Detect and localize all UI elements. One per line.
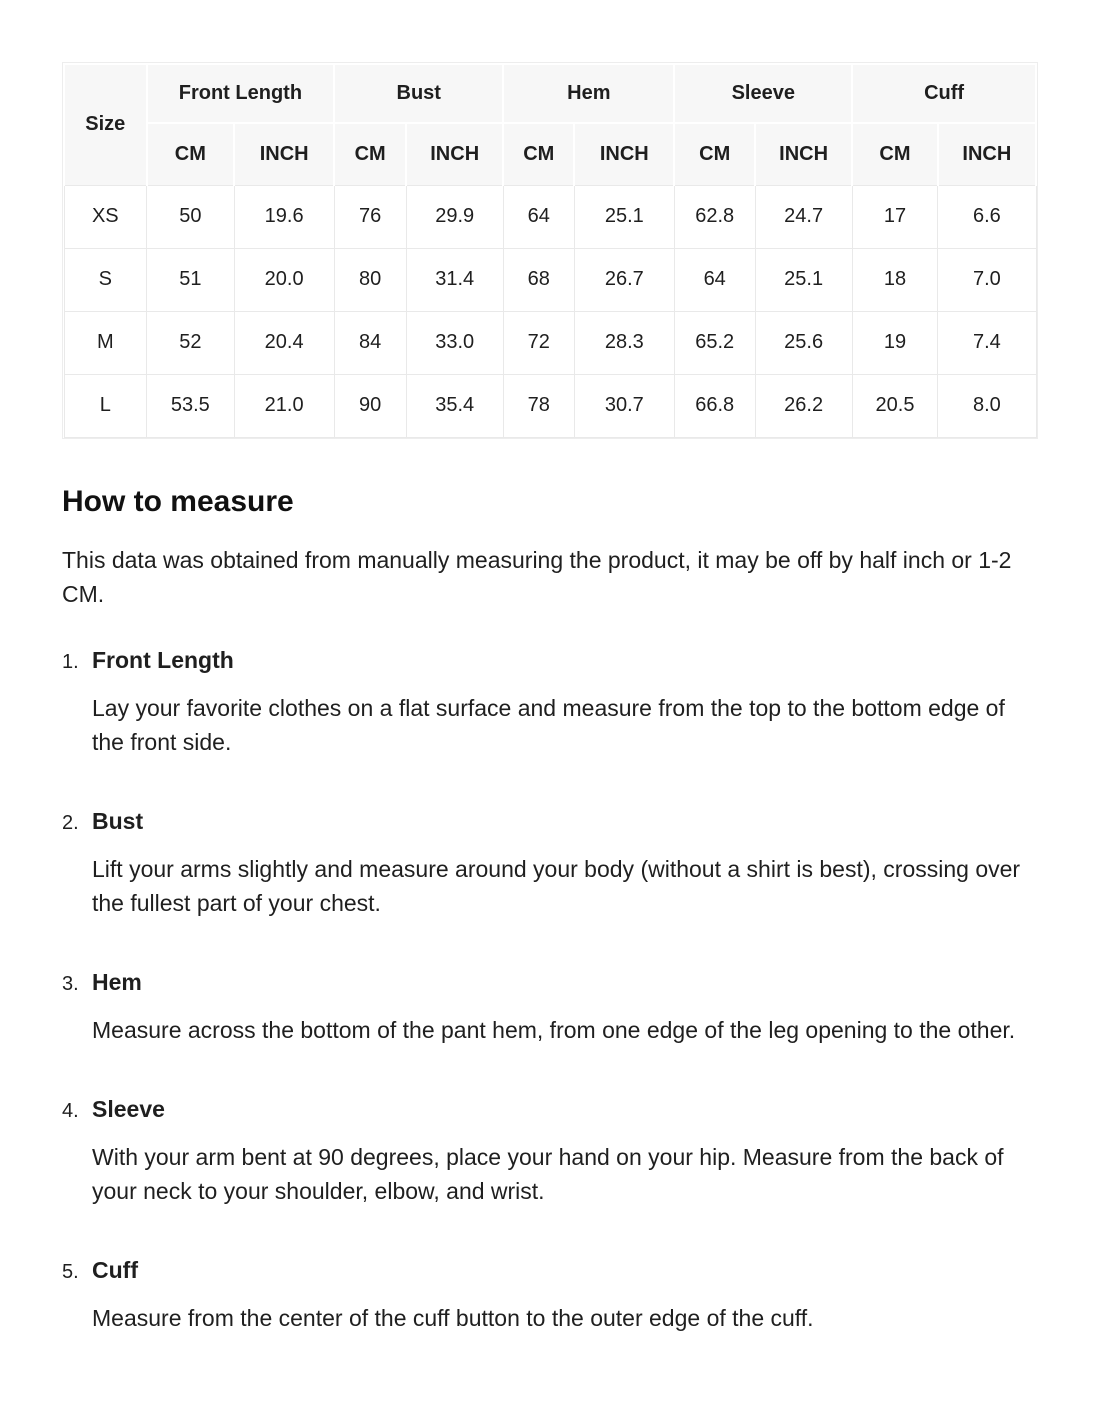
cell-sleeve-inch: 25.6 [755, 311, 852, 374]
cell-bust-inch: 35.4 [406, 374, 503, 437]
cell-hem-cm: 68 [503, 248, 574, 311]
cell-hem-inch: 30.7 [574, 374, 674, 437]
step-description: Measure across the bottom of the pant hem, from one edge of the leg opening to the other. [92, 1016, 1016, 1043]
cell-sleeve-cm: 65.2 [674, 311, 755, 374]
group-header-hem: Hem [503, 64, 674, 123]
table-row [64, 311, 1036, 374]
unit-header-inch: INCH [574, 123, 674, 185]
step-number: 4. [62, 1099, 79, 1122]
cell-cuff-inch: 6.6 [938, 185, 1036, 248]
cell-sleeve-inch: 26.2 [755, 374, 852, 437]
cell-front-length-inch: 19.6 [234, 185, 334, 248]
list-item [62, 967, 1038, 1070]
unit-header-inch: INCH [406, 123, 503, 185]
step-description: Lay your favorite clothes on a flat surface and measure from the top to the bottom edge of the front side. [92, 694, 1005, 755]
step-title-hem: Hem [92, 968, 142, 995]
size-label: S [64, 248, 147, 311]
group-header-front-length: Front Length [147, 64, 335, 123]
cell-bust-inch: 31.4 [406, 248, 503, 311]
unit-header-inch: INCH [938, 123, 1036, 185]
step-title-cuff: Cuff [92, 1256, 138, 1283]
step-title-bust: Bust [92, 807, 144, 834]
unit-header-inch: INCH [755, 123, 852, 185]
size-chart-table [63, 63, 1037, 438]
cell-bust-cm: 84 [334, 311, 406, 374]
step-number: 1. [62, 650, 79, 673]
cell-sleeve-inch: 25.1 [755, 248, 852, 311]
step-number: 5. [62, 1260, 79, 1283]
cell-front-length-cm: 51 [147, 248, 234, 311]
unit-header-cm: CM [852, 123, 938, 185]
unit-header-cm: CM [503, 123, 574, 185]
unit-header-row [64, 123, 1036, 185]
cell-bust-cm: 90 [334, 374, 406, 437]
size-label: M [64, 311, 147, 374]
cell-front-length-cm: 50 [147, 185, 234, 248]
cell-hem-inch: 26.7 [574, 248, 674, 311]
unit-header-inch: INCH [234, 123, 334, 185]
unit-header-cm: CM [147, 123, 234, 185]
step-description: Lift your arms slightly and measure around your body (without a shirt is best), crossing over the fullest part of your chest. [92, 855, 1021, 916]
unit-header-cm: CM [334, 123, 406, 185]
cell-front-length-inch: 20.4 [234, 311, 334, 374]
list-item [62, 1094, 1038, 1231]
cell-bust-cm: 80 [334, 248, 406, 311]
cell-front-length-cm: 53.5 [147, 374, 234, 437]
step-description: With your arm bent at 90 degrees, place your hand on your hip. Measure from the back of your neck to your shoulder, elbow, and wrist. [92, 1143, 1004, 1204]
measure-steps-list [62, 645, 1038, 1358]
step-description: Measure from the center of the cuff button to the outer edge of the cuff. [92, 1304, 814, 1331]
cell-hem-cm: 78 [503, 374, 574, 437]
cell-sleeve-cm: 64 [674, 248, 755, 311]
cell-hem-cm: 72 [503, 311, 574, 374]
cell-cuff-cm: 20.5 [852, 374, 938, 437]
table-row [64, 248, 1036, 311]
cell-bust-inch: 33.0 [406, 311, 503, 374]
unit-header-cm: CM [674, 123, 755, 185]
list-item [62, 645, 1038, 782]
step-number: 3. [62, 972, 79, 995]
list-item [62, 806, 1038, 943]
size-label: L [64, 374, 147, 437]
group-header-sleeve: Sleeve [674, 64, 852, 123]
step-title-front-length: Front Length [92, 646, 234, 673]
cell-cuff-cm: 17 [852, 185, 938, 248]
cell-front-length-inch: 20.0 [234, 248, 334, 311]
step-title-sleeve: Sleeve [92, 1095, 165, 1122]
cell-bust-inch: 29.9 [406, 185, 503, 248]
cell-hem-inch: 25.1 [574, 185, 674, 248]
table-row [64, 185, 1036, 248]
cell-cuff-cm: 18 [852, 248, 938, 311]
cell-hem-cm: 64 [503, 185, 574, 248]
cell-hem-inch: 28.3 [574, 311, 674, 374]
size-label: XS [64, 185, 147, 248]
cell-front-length-cm: 52 [147, 311, 234, 374]
cell-bust-cm: 76 [334, 185, 406, 248]
cell-cuff-inch: 8.0 [938, 374, 1036, 437]
group-header-cuff: Cuff [852, 64, 1036, 123]
cell-sleeve-inch: 24.7 [755, 185, 852, 248]
measure-disclaimer-text: This data was obtained from manually measuring the product, it may be off by half inch or 1-2 CM. [62, 546, 1012, 607]
size-chart-table-wrapper [62, 62, 1038, 439]
how-to-measure-heading: How to measure [62, 484, 294, 518]
step-number: 2. [62, 811, 79, 834]
cell-cuff-cm: 19 [852, 311, 938, 374]
group-header-bust: Bust [334, 64, 503, 123]
cell-cuff-inch: 7.0 [938, 248, 1036, 311]
table-row [64, 374, 1036, 437]
group-header-row [64, 64, 1036, 123]
cell-sleeve-cm: 62.8 [674, 185, 755, 248]
cell-front-length-inch: 21.0 [234, 374, 334, 437]
list-item [62, 1255, 1038, 1358]
cell-sleeve-cm: 66.8 [674, 374, 755, 437]
size-column-header: Size [64, 64, 147, 185]
cell-cuff-inch: 7.4 [938, 311, 1036, 374]
